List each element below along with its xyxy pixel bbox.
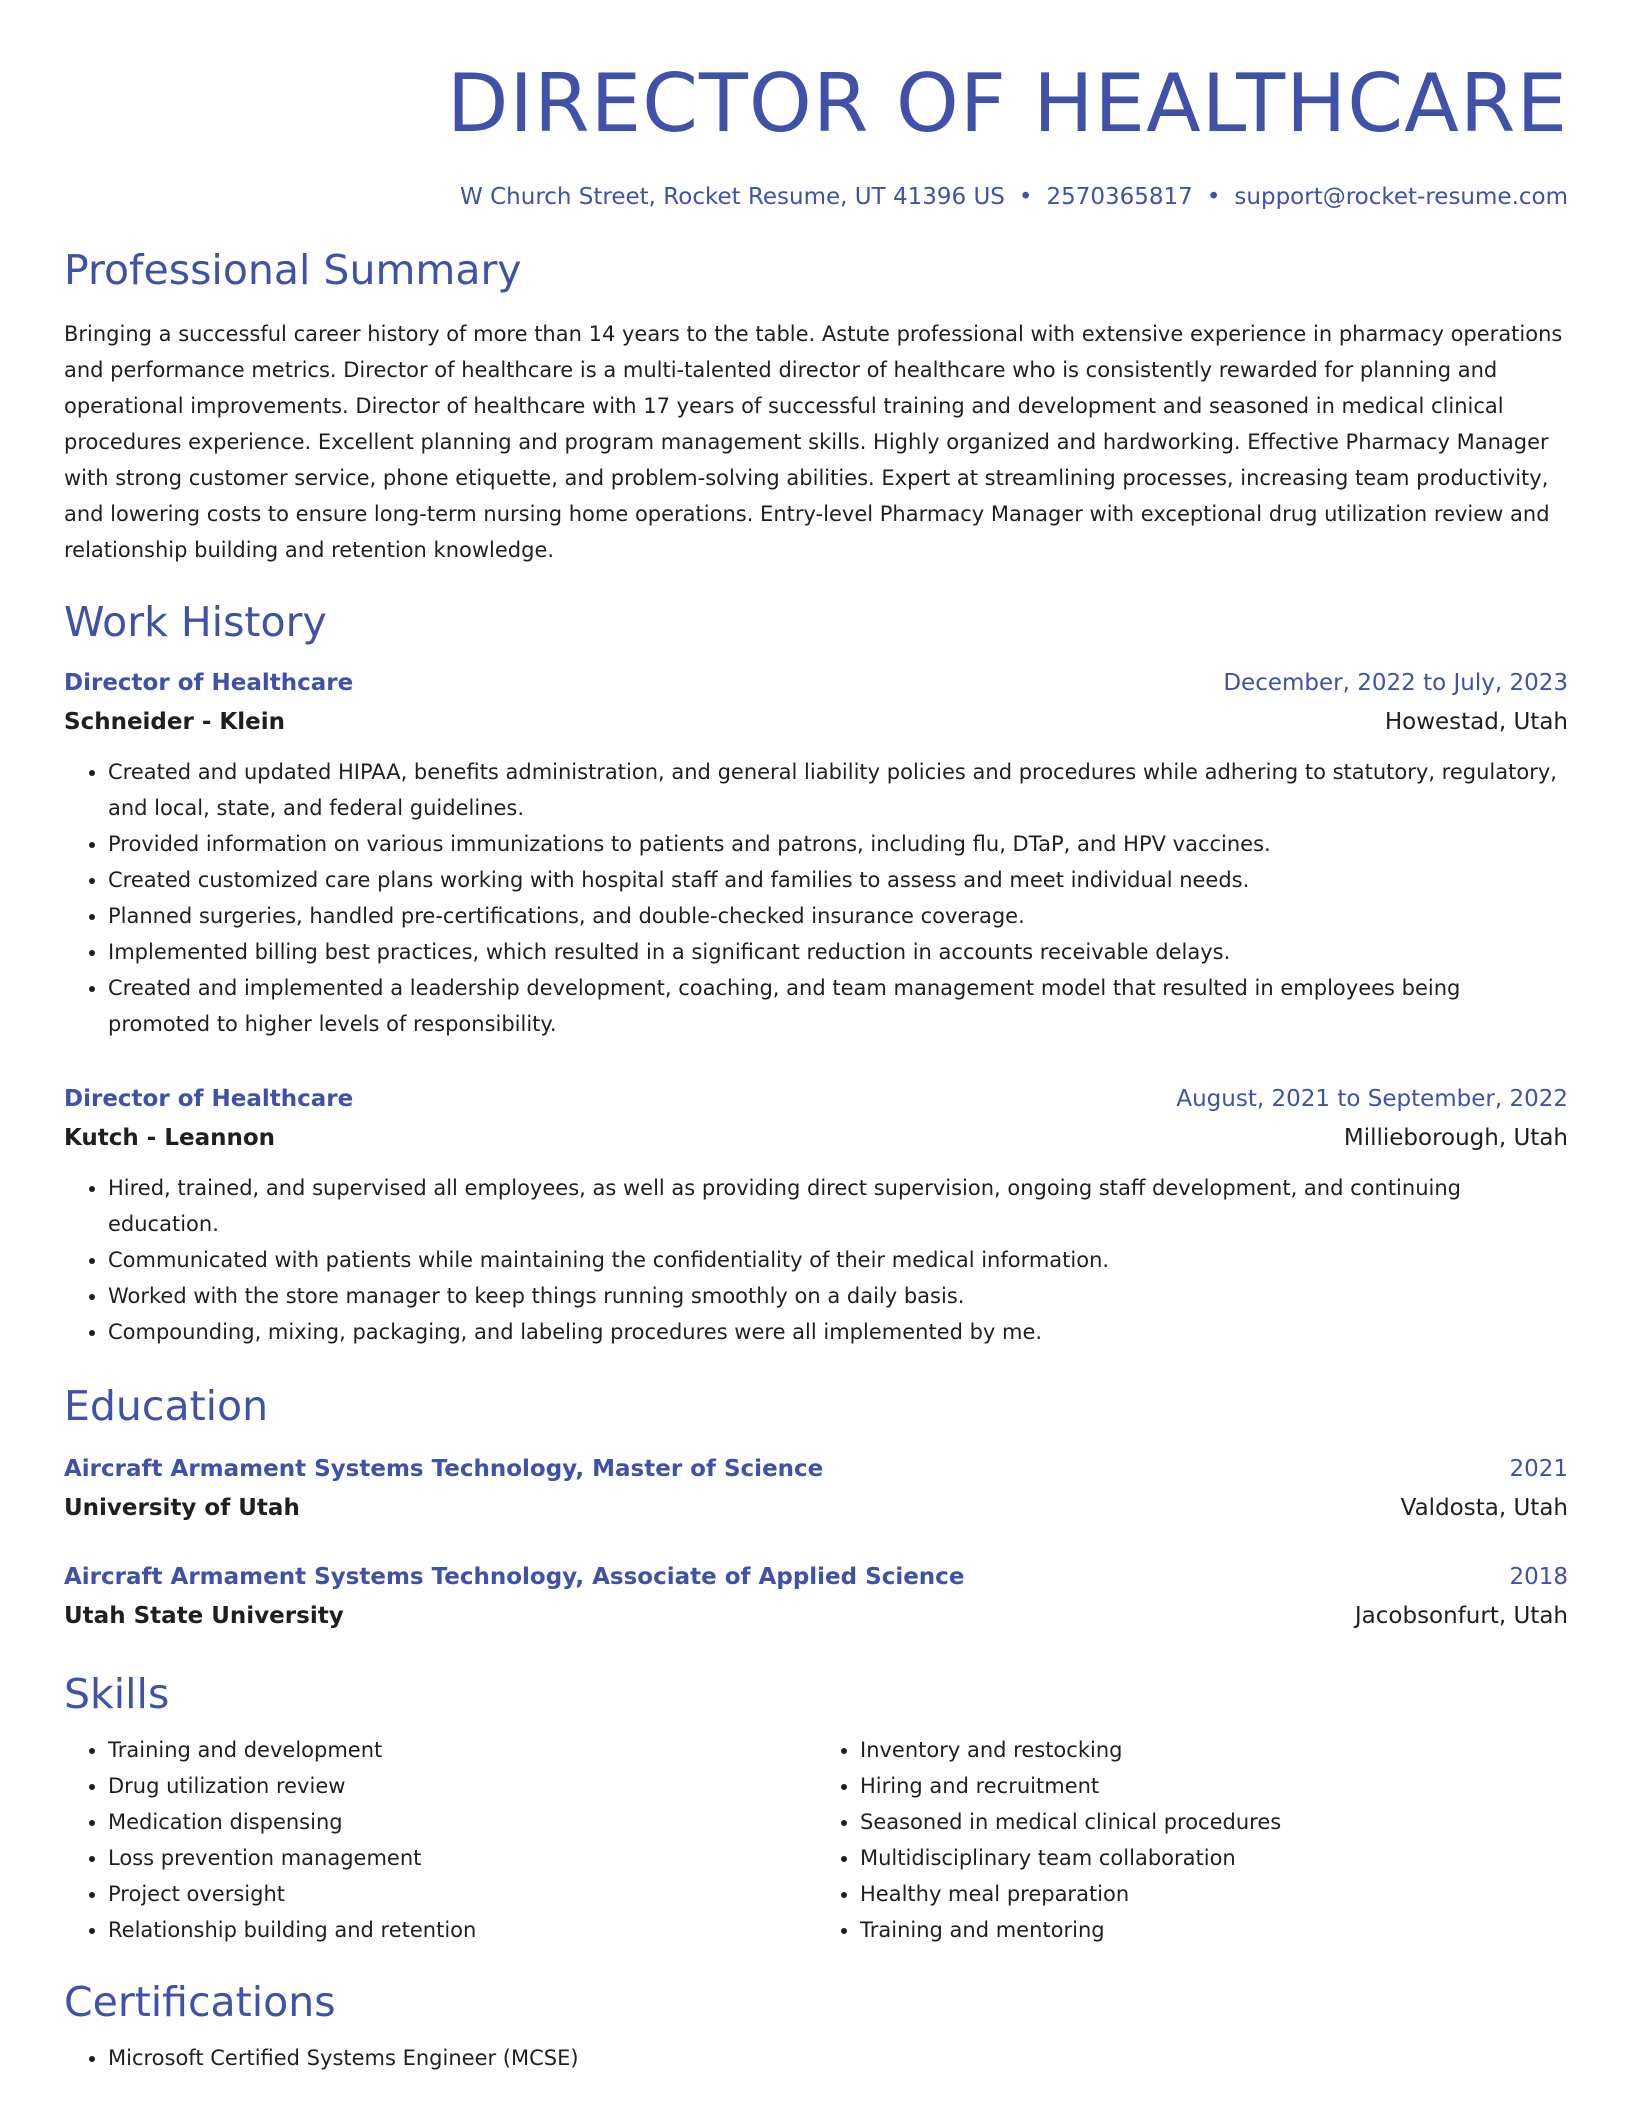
contact-separator: • xyxy=(1018,184,1033,210)
skills-heading: Skills xyxy=(64,1670,170,1718)
job-bullet: • Created customized care plans working with hospital staff and families to assess and meet individual needs. xyxy=(108,862,1568,898)
contact-address: W Church Street, Rocket Resume, UT 41396 US xyxy=(460,184,1005,210)
contact-separator: • xyxy=(1206,184,1221,210)
work-history-heading: Work History xyxy=(64,598,327,646)
education-degree: Aircraft Armament Systems Technology, Master of Science xyxy=(64,1456,824,1482)
skill-item: • Multidisciplinary team collaboration xyxy=(860,1840,1568,1876)
job-bullet: • Hired, trained, and supervised all employees, as well as providing direct supervision, ongoing staff development, and continuing education. xyxy=(108,1170,1568,1242)
education-entry xyxy=(64,1450,1568,1528)
education-school: Utah State University xyxy=(64,1603,344,1629)
skill-item: • Relationship building and retention xyxy=(108,1912,816,1948)
job-location: Howestad, Utah xyxy=(1384,709,1568,735)
contact-phone: 2570365817 xyxy=(1046,184,1193,210)
certifications-heading: Certifications xyxy=(64,1978,336,2026)
skill-item: • Inventory and restocking xyxy=(860,1732,1568,1768)
job-role: Director of Healthcare xyxy=(64,670,354,696)
education-year: 2021 xyxy=(1509,1456,1568,1482)
certification-item: • Microsoft Certified Systems Engineer (MCSE) xyxy=(108,2040,1568,2076)
education-location: Jacobsonfurt, Utah xyxy=(1354,1603,1568,1629)
skills-list xyxy=(64,1732,1568,1948)
candidate-title: DIRECTOR OF HEALTHCARE xyxy=(446,57,1568,150)
summary-heading: Professional Summary xyxy=(64,246,522,294)
skill-item: • Healthy meal preparation xyxy=(860,1876,1568,1912)
skills-column-left xyxy=(64,1732,816,1948)
contact-email: support@rocket-resume.com xyxy=(1234,184,1568,210)
education-location: Valdosta, Utah xyxy=(1400,1495,1568,1521)
job-company: Kutch - Leannon xyxy=(64,1125,276,1151)
job-location: Millieborough, Utah xyxy=(1343,1125,1568,1151)
job-entry xyxy=(64,664,1568,1042)
skill-item: • Training and mentoring xyxy=(860,1912,1568,1948)
job-bullets xyxy=(64,1170,1568,1350)
skill-item: • Project oversight xyxy=(108,1876,816,1912)
job-bullet: • Implemented billing best practices, which resulted in a significant reduction in accounts receivable delays. xyxy=(108,934,1568,970)
skill-item: • Training and development xyxy=(108,1732,816,1768)
education-school: University of Utah xyxy=(64,1495,300,1521)
certifications-list xyxy=(64,2040,1568,2076)
summary-text: Bringing a successful career history of more than 14 years to the table. Astute professional with extensive experience in pharmacy operations and performance metrics. Director of healthcare is a multi-talented director of healthcare who is consistently rewarded for planning and operational improvements. Director of healthcare with 17 years of successful training and development and seasoned in medical clinical procedures experience. Excellent planning and program management skills. Highly organized and hardworking. Effective Pharmacy Manager with strong customer service, phone etiquette, and problem-solving abilities. Expert at streamlining processes, increasing team productivity, and lowering costs to ensure long-term nursing home operations. Entry-level Pharmacy Manager with exceptional drug utilization review and relationship building and retention knowledge. xyxy=(64,322,1563,562)
skill-item: • Seasoned in medical clinical procedures xyxy=(860,1804,1568,1840)
job-bullet: • Provided information on various immunizations to patients and patrons, including flu, DTaP, and HPV vaccines. xyxy=(108,826,1568,862)
job-bullet: • Worked with the store manager to keep things running smoothly on a daily basis. xyxy=(108,1278,1568,1314)
job-company: Schneider - Klein xyxy=(64,709,285,735)
education-entry xyxy=(64,1558,1568,1636)
job-bullet: • Compounding, mixing, packaging, and labeling procedures were all implemented by me. xyxy=(108,1314,1568,1350)
contact-line xyxy=(64,180,1568,214)
job-entry xyxy=(64,1080,1568,1350)
job-bullets xyxy=(64,754,1568,1042)
skill-item: • Loss prevention management xyxy=(108,1840,816,1876)
job-bullet: • Created and implemented a leadership development, coaching, and team management model that resulted in employees being promoted to higher levels of responsibility. xyxy=(108,970,1568,1042)
skill-item: • Hiring and recruitment xyxy=(860,1768,1568,1804)
education-heading: Education xyxy=(64,1382,269,1430)
resume-header xyxy=(64,0,1568,214)
skill-item: • Drug utilization review xyxy=(108,1768,816,1804)
job-bullet: • Created and updated HIPAA, benefits administration, and general liability policies and procedures while adhering to statutory, regulatory, and local, state, and federal guidelines. xyxy=(108,754,1568,826)
job-dates: December, 2022 to July, 2023 xyxy=(1223,670,1568,696)
education-degree: Aircraft Armament Systems Technology, Associate of Applied Science xyxy=(64,1564,965,1590)
skills-column-right xyxy=(816,1732,1568,1948)
job-role: Director of Healthcare xyxy=(64,1086,354,1112)
skill-item: • Medication dispensing xyxy=(108,1804,816,1840)
job-bullet: • Communicated with patients while maintaining the confidentiality of their medical information. xyxy=(108,1242,1568,1278)
education-year: 2018 xyxy=(1509,1564,1568,1590)
job-dates: August, 2021 to September, 2022 xyxy=(1176,1086,1568,1112)
job-bullet: • Planned surgeries, handled pre-certifications, and double-checked insurance coverage. xyxy=(108,898,1568,934)
